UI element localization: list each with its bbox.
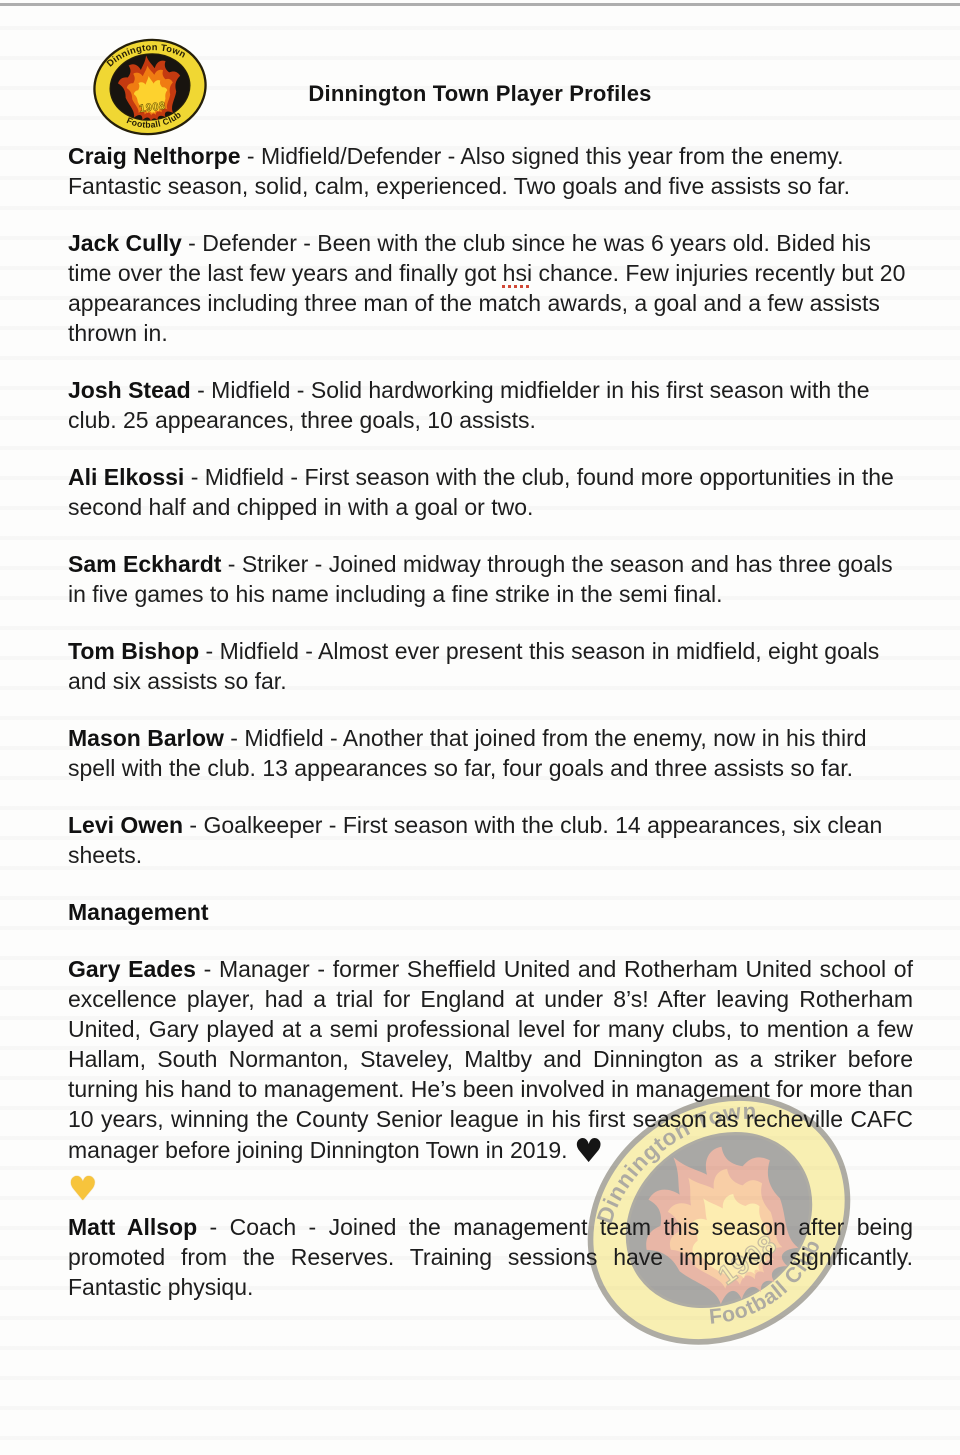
- player-name: Ali Elkossi: [68, 464, 185, 490]
- player-profile-josh-stead: [68, 375, 913, 435]
- player-name: Jack Cully: [68, 230, 182, 256]
- player-profile-levi-owen: [68, 810, 913, 870]
- player-description: chance. Few injuries recently but 20 appearances including three man of the match awards, a goal and a few assists thrown in.: [68, 260, 906, 346]
- management-profile-gary-eades: [68, 954, 913, 1168]
- player-description: - Striker - Joined midway through the season and has three goals in five games to his name including a fine strike in the semi final.: [68, 551, 893, 607]
- club-crest-logo: [86, 30, 213, 143]
- misspelled-word: hsi: [502, 260, 533, 286]
- page-title: Dinnington Town Player Profiles: [308, 81, 652, 106]
- player-profile-sam-eckhardt: [68, 549, 913, 609]
- player-profile-tom-bishop: [68, 636, 913, 696]
- player-profile-jack-cully: [68, 228, 913, 348]
- player-profile-craig-nelthorpe: [68, 141, 913, 201]
- coach-description: - Coach - Joined the management team this season after being promoted from the Reserves. Training sessions have improved significantly. Fantastic physiqu.: [68, 1214, 913, 1300]
- player-name: Josh Stead: [68, 377, 191, 403]
- player-description: - Midfield - Solid hardworking midfielder in his first season with the club. 25 appearances, three goals, 10 assists.: [68, 377, 870, 433]
- player-name: Tom Bishop: [68, 638, 200, 664]
- management-profile-matt-allsop: [68, 1212, 913, 1302]
- player-description: - Midfield - Another that joined from the enemy, now in his third spell with the club. 13 appearances so far, four goals and three assists so far.: [68, 725, 867, 781]
- player-description: - Defender - Been with the club since he was 6 years old. Bided his time over the last few years and finally got: [68, 230, 871, 286]
- player-name: Mason Barlow: [68, 725, 224, 751]
- player-description: - Goalkeeper - First season with the club. 14 appearances, six clean sheets.: [68, 812, 883, 868]
- player-description: - Midfield - Almost ever present this season in midfield, eight goals and six assists so far.: [68, 638, 880, 694]
- player-name: Levi Owen: [68, 812, 184, 838]
- manager-name: Gary Eades: [68, 956, 196, 982]
- yellow-heart-line: [68, 1169, 913, 1208]
- player-profile-ali-elkossi: [68, 462, 913, 522]
- management-section-heading: Management: [68, 899, 209, 925]
- player-description: - Midfield/Defender - Also signed this year from the enemy. Fantastic season, solid, calm, experienced. Two goals and five assists so far.: [68, 143, 850, 199]
- player-profile-mason-barlow: [68, 723, 913, 783]
- manager-description: - Manager - former Sheffield United and Rotherham United school of excellence player, had a trial for England at under 8’s! After leaving Rotherham United, Gary played at a semi professional level for many clubs, to mention a few Hallam, South Normanton, Staveley, Maltby and Dinnington as a striker before turning his hand to management. He’s been involved in management for more than 10 years, winning the County Senior league in his first season as recheville CAFC manager before joining Dinnington Town in 2019.: [68, 956, 913, 1163]
- club-crest-logo-image: [86, 30, 213, 143]
- document-body: [68, 141, 913, 1302]
- black-heart-emoji: ♥: [573, 1131, 604, 1170]
- player-description: - Midfield - First season with the club, found more opportunities in the second half and chipped in with a goal or two.: [68, 464, 894, 520]
- player-name: Sam Eckhardt: [68, 551, 222, 577]
- scan-artifact-line: [0, 3, 960, 6]
- player-name: Craig Nelthorpe: [68, 143, 241, 169]
- coach-name: Matt Allsop: [68, 1214, 198, 1240]
- yellow-heart-emoji: ♥: [68, 1169, 98, 1208]
